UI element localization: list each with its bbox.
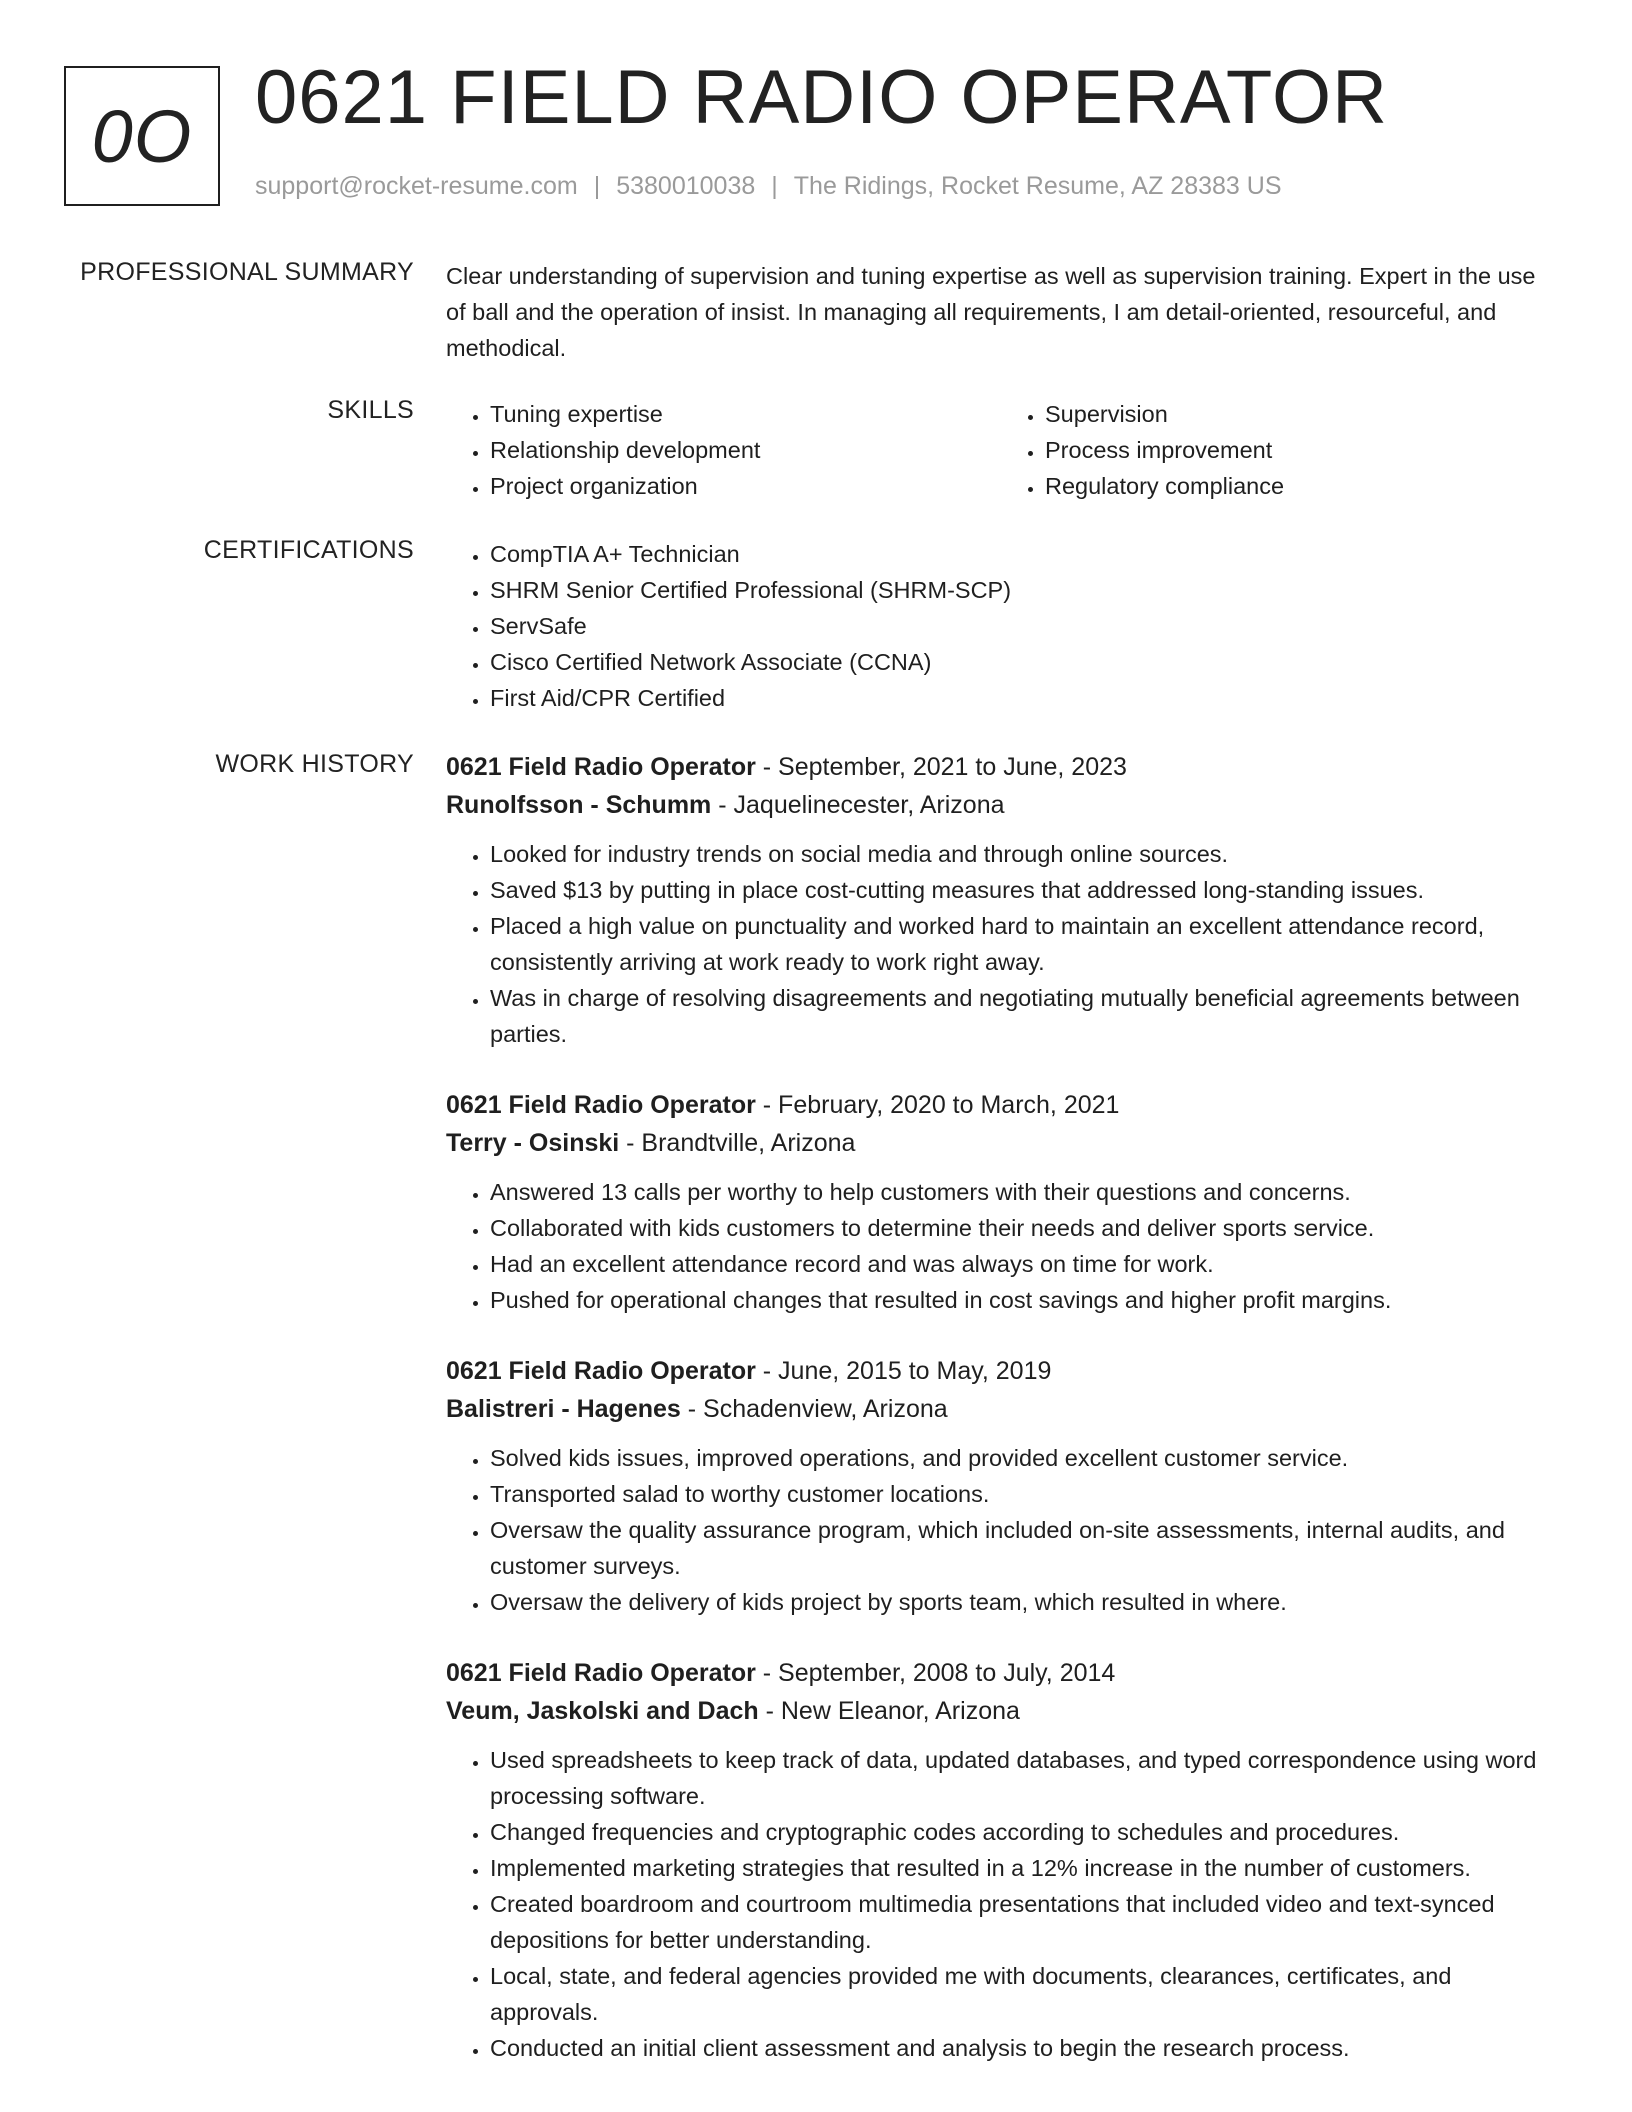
job-bullets — [446, 1440, 1556, 1620]
job-bullets — [446, 1742, 1556, 2066]
certification-item: • SHRM Senior Certified Professional (SHRM-SCP) — [490, 572, 1556, 608]
job-company: Terry - Osinski — [446, 1129, 620, 1157]
certification-item: • First Aid/CPR Certified — [490, 680, 1556, 716]
job-entry — [446, 1352, 1556, 1620]
job-title-line — [446, 1654, 1556, 1692]
skill-item: • Process improvement — [1045, 432, 1556, 468]
job-role: 0621 Field Radio Operator — [446, 1659, 756, 1687]
certification-item: • Cisco Certified Network Associate (CCNA) — [490, 644, 1556, 680]
job-dates: - February, 2020 to March, 2021 — [755, 1091, 1120, 1119]
job-title-line — [446, 748, 1556, 786]
job-bullet: • Placed a high value on punctuality and worked hard to maintain an excellent attendance record, consistently arriving at work ready to work right away. — [490, 908, 1556, 980]
section-title-certifications: CERTIFICATIONS — [203, 536, 414, 564]
job-title-line — [446, 1352, 1556, 1390]
certifications-list — [446, 536, 1556, 716]
job-entry — [446, 1086, 1556, 1318]
job-location: - Brandtville, Arizona — [619, 1129, 856, 1157]
job-bullet: • Changed frequencies and cryptographic codes according to schedules and procedures. — [490, 1814, 1556, 1850]
job-title-line — [446, 1086, 1556, 1124]
contact-address: The Ridings, Rocket Resume, AZ 28383 US — [793, 172, 1282, 200]
job-bullet: • Collaborated with kids customers to determine their needs and deliver sports service. — [490, 1210, 1556, 1246]
skills-column-left — [446, 396, 1001, 504]
job-location: - Schadenview, Arizona — [680, 1395, 948, 1423]
job-entry — [446, 1654, 1556, 2066]
job-bullet: • Local, state, and federal agencies provided me with documents, clearances, certificates, and approvals. — [490, 1958, 1556, 2030]
summary-text: Clear understanding of supervision and tuning expertise as well as supervision training. Expert in the use of ball and the operation of insist. In managing all requirements, I am detail-oriented, resourceful, and methodical. — [446, 263, 1536, 361]
job-role: 0621 Field Radio Operator — [446, 753, 756, 781]
job-bullet: • Pushed for operational changes that resulted in cost savings and higher profit margins. — [490, 1282, 1556, 1318]
job-location: - New Eleanor, Arizona — [758, 1697, 1020, 1725]
section-title-summary: PROFESSIONAL SUMMARY — [80, 258, 414, 286]
job-bullet: • Transported salad to worthy customer locations. — [490, 1476, 1556, 1512]
job-company: Veum, Jaskolski and Dach — [446, 1697, 759, 1725]
job-bullet: • Implemented marketing strategies that resulted in a 12% increase in the number of customers. — [490, 1850, 1556, 1886]
job-role: 0621 Field Radio Operator — [446, 1357, 756, 1385]
job-bullet: • Conducted an initial client assessment and analysis to begin the research process. — [490, 2030, 1556, 2066]
skill-item: • Regulatory compliance — [1045, 468, 1556, 504]
job-bullet: • Created boardroom and courtroom multimedia presentations that included video and text-synced depositions for better understanding. — [490, 1886, 1556, 1958]
job-company: Balistreri - Hagenes — [446, 1395, 681, 1423]
job-location: - Jaquelinecester, Arizona — [711, 791, 1005, 819]
job-bullet: • Oversaw the quality assurance program, which included on-site assessments, internal audits, and customer surveys. — [490, 1512, 1556, 1584]
skills-column-right — [1001, 396, 1556, 504]
job-company-line — [446, 1124, 1556, 1162]
job-company-line — [446, 1390, 1556, 1428]
candidate-name: 0621 FIELD RADIO OPERATOR — [255, 55, 1388, 140]
job-bullet: • Looked for industry trends on social media and through online sources. — [490, 836, 1556, 872]
skill-item: • Relationship development — [490, 432, 1001, 468]
job-role: 0621 Field Radio Operator — [446, 1091, 756, 1119]
skills-list — [446, 396, 1556, 504]
contact-email: support@rocket-resume.com — [255, 172, 578, 200]
job-dates: - June, 2015 to May, 2019 — [755, 1357, 1052, 1385]
skill-item: • Supervision — [1045, 396, 1556, 432]
job-bullet: • Was in charge of resolving disagreements and negotiating mutually beneficial agreements between parties. — [490, 980, 1556, 1052]
job-entry — [446, 748, 1556, 1052]
job-bullet: • Used spreadsheets to keep track of data, updated databases, and typed correspondence using word processing software. — [490, 1742, 1556, 1814]
job-bullet: • Solved kids issues, improved operations, and provided excellent customer service. — [490, 1440, 1556, 1476]
certification-item: • CompTIA A+ Technician — [490, 536, 1556, 572]
contact-line — [255, 172, 1282, 201]
skill-item: • Project organization — [490, 468, 1001, 504]
job-bullet: • Saved $13 by putting in place cost-cutting measures that addressed long-standing issues. — [490, 872, 1556, 908]
job-bullets — [446, 836, 1556, 1052]
section-title-work-history: WORK HISTORY — [215, 750, 414, 778]
job-dates: - September, 2008 to July, 2014 — [755, 1659, 1116, 1687]
job-bullet: • Oversaw the delivery of kids project by sports team, which resulted in where. — [490, 1584, 1556, 1620]
work-history-list — [446, 748, 1556, 2100]
job-company-line — [446, 786, 1556, 824]
section-title-skills: SKILLS — [327, 396, 414, 424]
job-bullet: • Had an excellent attendance record and was always on time for work. — [490, 1246, 1556, 1282]
contact-separator: | — [771, 172, 778, 200]
contact-separator: | — [593, 172, 601, 200]
job-company-line — [446, 1692, 1556, 1730]
job-dates: - September, 2021 to June, 2023 — [755, 753, 1127, 781]
monogram-logo: 0O — [64, 66, 220, 206]
skill-item: • Tuning expertise — [490, 396, 1001, 432]
certification-item: • ServSafe — [490, 608, 1556, 644]
job-bullets — [446, 1174, 1556, 1318]
job-bullet: • Answered 13 calls per worthy to help customers with their questions and concerns. — [490, 1174, 1556, 1210]
contact-phone: 5380010038 — [616, 172, 756, 200]
job-company: Runolfsson - Schumm — [446, 791, 712, 819]
